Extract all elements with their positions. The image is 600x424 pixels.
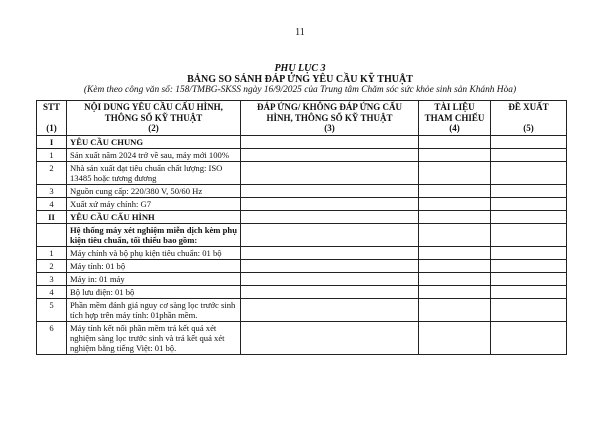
table-header-row (37, 101, 567, 136)
row-proposal-cell (491, 321, 567, 354)
row-content: Máy tính: 01 bộ (67, 259, 241, 272)
row-reference-cell (419, 135, 491, 148)
header-label: TÀI LIỆU THAM CHIẾU (424, 102, 485, 123)
row-proposal-cell (491, 161, 567, 184)
header-number: (2) (148, 123, 159, 133)
document-subtitle: (Kèm theo công văn số: 158/TMBG-SKSS ngày 16/9/2025 của Trung tâm Chăm sóc sức khỏe sinh sản Khánh Hòa) (83, 85, 517, 95)
row-proposal-cell (491, 210, 567, 223)
row-response-cell (241, 184, 419, 197)
table-row (37, 246, 567, 259)
row-reference-cell (419, 184, 491, 197)
row-stt: 2 (37, 161, 67, 184)
annex-title: PHỤ LỤC 3 (274, 63, 326, 74)
row-content: Máy in: 01 máy (67, 272, 241, 285)
table-row (37, 148, 567, 161)
row-reference-cell (419, 259, 491, 272)
row-content: Hệ thống máy xét nghiệm miễn dịch kèm phụ kiện tiêu chuẩn, tối thiểu bao gồm: (67, 223, 241, 246)
header-response (241, 101, 419, 136)
row-content: Máy tính kết nối phần mềm trả kết quả xét nghiệm sàng lọc trước sinh và trả kết quả xét nghiệm bằng tiếng Việt: 01 bộ. (67, 321, 241, 354)
header-stt (37, 101, 67, 136)
row-proposal-cell (491, 197, 567, 210)
table-row (37, 259, 567, 272)
row-content: Nhà sản xuất đạt tiêu chuẩn chất lượng: ISO 13485 hoặc tương đương (67, 161, 241, 184)
row-stt: 2 (37, 259, 67, 272)
header-content (67, 101, 241, 136)
table-row (37, 272, 567, 285)
row-content: Bộ lưu điện: 01 bộ (67, 285, 241, 298)
header-number: (5) (523, 123, 534, 133)
row-stt: I (37, 135, 67, 148)
table-row (37, 161, 567, 184)
table-row (37, 298, 567, 321)
row-reference-cell (419, 210, 491, 223)
row-reference-cell (419, 223, 491, 246)
row-content: Máy chính và bộ phụ kiện tiêu chuẩn: 01 bộ (67, 246, 241, 259)
table-row (37, 223, 567, 246)
row-response-cell (241, 246, 419, 259)
row-reference-cell (419, 272, 491, 285)
row-response-cell (241, 148, 419, 161)
row-stt: 3 (37, 272, 67, 285)
row-response-cell (241, 272, 419, 285)
row-response-cell (241, 223, 419, 246)
row-content: YÊU CẦU CẤU HÌNH (67, 210, 241, 223)
row-stt (37, 223, 67, 246)
table-row (37, 197, 567, 210)
row-proposal-cell (491, 148, 567, 161)
header-label: ĐỀ XUẤT (508, 102, 549, 112)
header-number: (1) (46, 123, 57, 133)
row-proposal-cell (491, 298, 567, 321)
row-stt: 6 (37, 321, 67, 354)
row-stt: 1 (37, 148, 67, 161)
table-row (37, 184, 567, 197)
row-reference-cell (419, 246, 491, 259)
row-stt: 3 (37, 184, 67, 197)
row-response-cell (241, 298, 419, 321)
header-number: (3) (324, 123, 335, 133)
row-proposal-cell (491, 184, 567, 197)
row-stt: 4 (37, 197, 67, 210)
row-response-cell (241, 321, 419, 354)
header-label: STT (42, 102, 60, 112)
row-response-cell (241, 285, 419, 298)
row-content: Phần mềm đánh giá nguy cơ sàng lọc trước sinh tích hợp trên máy tính: 01phần mềm. (67, 298, 241, 321)
page-number: 11 (295, 27, 305, 38)
row-reference-cell (419, 298, 491, 321)
row-proposal-cell (491, 285, 567, 298)
row-stt: 1 (37, 246, 67, 259)
header-number: (4) (449, 123, 460, 133)
header-reference (419, 101, 491, 136)
row-content: Nguồn cung cấp: 220/380 V, 50/60 Hz (67, 184, 241, 197)
table-row (37, 210, 567, 223)
row-content: YÊU CẦU CHUNG (67, 135, 241, 148)
table-row (37, 285, 567, 298)
spec-comparison-table (36, 100, 567, 355)
header-label: ĐÁP ỨNG/ KHÔNG ĐÁP ỨNG CẤU HÌNH, THÔNG SỐ KỸ THUẬT (256, 102, 403, 123)
row-proposal-cell (491, 223, 567, 246)
row-proposal-cell (491, 246, 567, 259)
row-proposal-cell (491, 259, 567, 272)
row-response-cell (241, 161, 419, 184)
row-stt: 4 (37, 285, 67, 298)
document-title: BẢNG SO SÁNH ĐÁP ỨNG YÊU CẦU KỸ THUẬT (187, 74, 413, 85)
row-reference-cell (419, 148, 491, 161)
row-reference-cell (419, 197, 491, 210)
row-response-cell (241, 210, 419, 223)
row-proposal-cell (491, 272, 567, 285)
row-reference-cell (419, 285, 491, 298)
table-row (37, 321, 567, 354)
row-response-cell (241, 197, 419, 210)
row-stt: II (37, 210, 67, 223)
header-proposal (491, 101, 567, 136)
row-content: Xuất xứ máy chính: G7 (67, 197, 241, 210)
row-proposal-cell (491, 135, 567, 148)
row-content: Sản xuất năm 2024 trở về sau, máy mới 100% (67, 148, 241, 161)
table-row (37, 135, 567, 148)
row-reference-cell (419, 321, 491, 354)
row-response-cell (241, 259, 419, 272)
header-label: NỘI DUNG YÊU CẦU CẤU HÌNH, THÔNG SỐ KỸ THUẬT (84, 102, 223, 123)
row-stt: 5 (37, 298, 67, 321)
row-reference-cell (419, 161, 491, 184)
row-response-cell (241, 135, 419, 148)
